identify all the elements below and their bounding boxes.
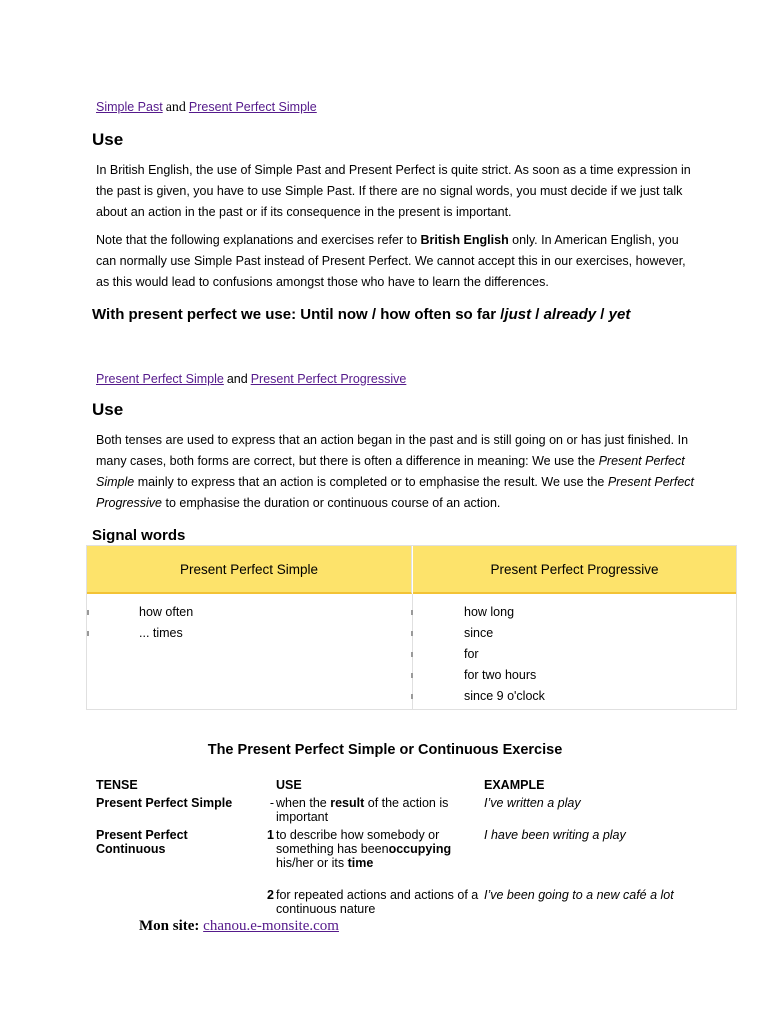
list-item [464,623,545,644]
list-item-text: since [464,626,494,640]
row2-use-bold2: time [347,856,374,870]
list-item [139,623,193,644]
use-heading-2: Use [92,400,124,419]
list-item [464,602,545,623]
section2-links [96,372,406,386]
paragraph-both-tenses [96,430,696,514]
list-item-text: for [464,647,479,661]
row2-example-text: I have been writing a play [484,828,626,842]
bullet-icon [87,631,89,636]
list-item-text: how often [139,605,194,619]
row3-example [484,888,684,902]
row1-use-after: of the action is important [276,796,449,824]
bullet-icon [411,673,413,678]
row1-tense: Present Perfect Simple [96,796,233,810]
row2-tense: Present Perfect Continuous [96,828,188,856]
with-pp-sep2: / [596,306,609,323]
list-item [139,602,193,623]
row2-example [484,828,684,842]
simple-past-link[interactable]: Simple Past [96,100,163,114]
signal-words-heading: Signal words [92,527,186,544]
and-text-2: and [226,372,248,386]
table-header-progressive: Present Perfect Progressive [413,546,736,594]
para2-bold: British English [420,233,509,247]
row1-example [484,796,684,810]
row1-use [276,796,472,824]
present-perfect-progressive-link[interactable]: Present Perfect Progressive [250,372,407,386]
use-heading-1: Use [92,130,124,149]
row2-use-bold: occupying [388,842,452,856]
and-text: and [165,100,186,115]
list-item-text: for two hours [464,668,537,682]
row2-use-before: to describe how somebody or something has been [276,828,440,856]
section1-links [96,99,317,116]
with-pp-sep1: / [531,306,544,323]
row3-example-text: I’ve been going to a new café a lot [484,888,674,902]
paragraph-note [96,230,696,293]
col-header-example: EXAMPLE [484,778,545,792]
present-perfect-simple-link[interactable]: Present Perfect Simple [188,100,317,114]
para2-before: Note that the following explanations and exercises refer to [96,233,421,247]
list-item [464,644,545,665]
row3-use: for repeated actions and actions of a continuous nature [276,888,479,916]
row2-marker: 1 [267,828,274,842]
footer [139,918,339,935]
para3-end: to emphasise the duration or continuous course of an action. [162,496,501,510]
list-item-text: since 9 o'clock [464,689,545,703]
para3-line1: Both tenses are used to express that an action began in the past and is still going on or has just finished. In many cases, both forms are correct, but there is often a difference in meaning: We use the [96,433,689,468]
list-item [464,665,545,686]
signal-words-table [86,545,737,710]
site-link[interactable]: chanou.e-monsite.com [203,918,339,934]
row1-use-before: when the [276,796,331,810]
col-header-use: USE [276,778,302,792]
bullet-icon [411,610,413,615]
exercise-title: The Present Perfect Simple or Continuous Exercise [207,742,563,758]
row2-use [276,828,462,870]
with-pp-just: just [504,306,532,323]
bullet-icon [411,631,413,636]
row2-use-after: his/her or its [276,856,348,870]
list-item-text: how long [464,605,515,619]
col-header-tense: TENSE [96,778,138,792]
bullet-icon [411,694,413,699]
row1-use-bold: result [330,796,365,810]
with-pp-already: already [543,306,597,323]
present-perfect-signal-heading [92,306,630,323]
with-pp-yet: yet [608,306,631,323]
bullet-icon [87,610,89,615]
row3-marker: 2 [267,888,274,902]
para3-italic1: Present Perfect Simple [96,454,685,489]
with-pp-text: With present perfect we use: Until now / how often so far / [92,306,505,323]
present-perfect-simple-link-2[interactable]: Present Perfect Simple [96,372,224,386]
para2-after: only. In American English, you can normally use Simple Past instead of Present Perfect. We cannot accept this in our exercises, however, as this would lead to confusions amongst those who have to learn the differences. [96,233,686,289]
list-item-text: ... times [139,626,183,640]
row1-example-text: I’ve written a play [484,796,581,810]
simple-signal-list [139,602,193,644]
para3-italic2: Present Perfect Progressive [96,475,694,510]
table-header-simple: Present Perfect Simple [87,546,412,594]
para3-mid: mainly to express that an action is completed or to emphasise the result. We use the [134,475,608,489]
progressive-signal-list [464,602,545,707]
list-item [464,686,545,707]
paragraph-british-english: In British English, the use of Simple Past and Present Perfect is quite strict. As soon as a time expression in the past is given, you have to use Simple Past. If there are no signal words, you must decide if we just talk about an action in the past or if its consequence in the present is important. [96,163,691,219]
bullet-icon [411,652,413,657]
footer-label: Mon site: [139,918,200,934]
row1-marker: - [269,796,274,810]
